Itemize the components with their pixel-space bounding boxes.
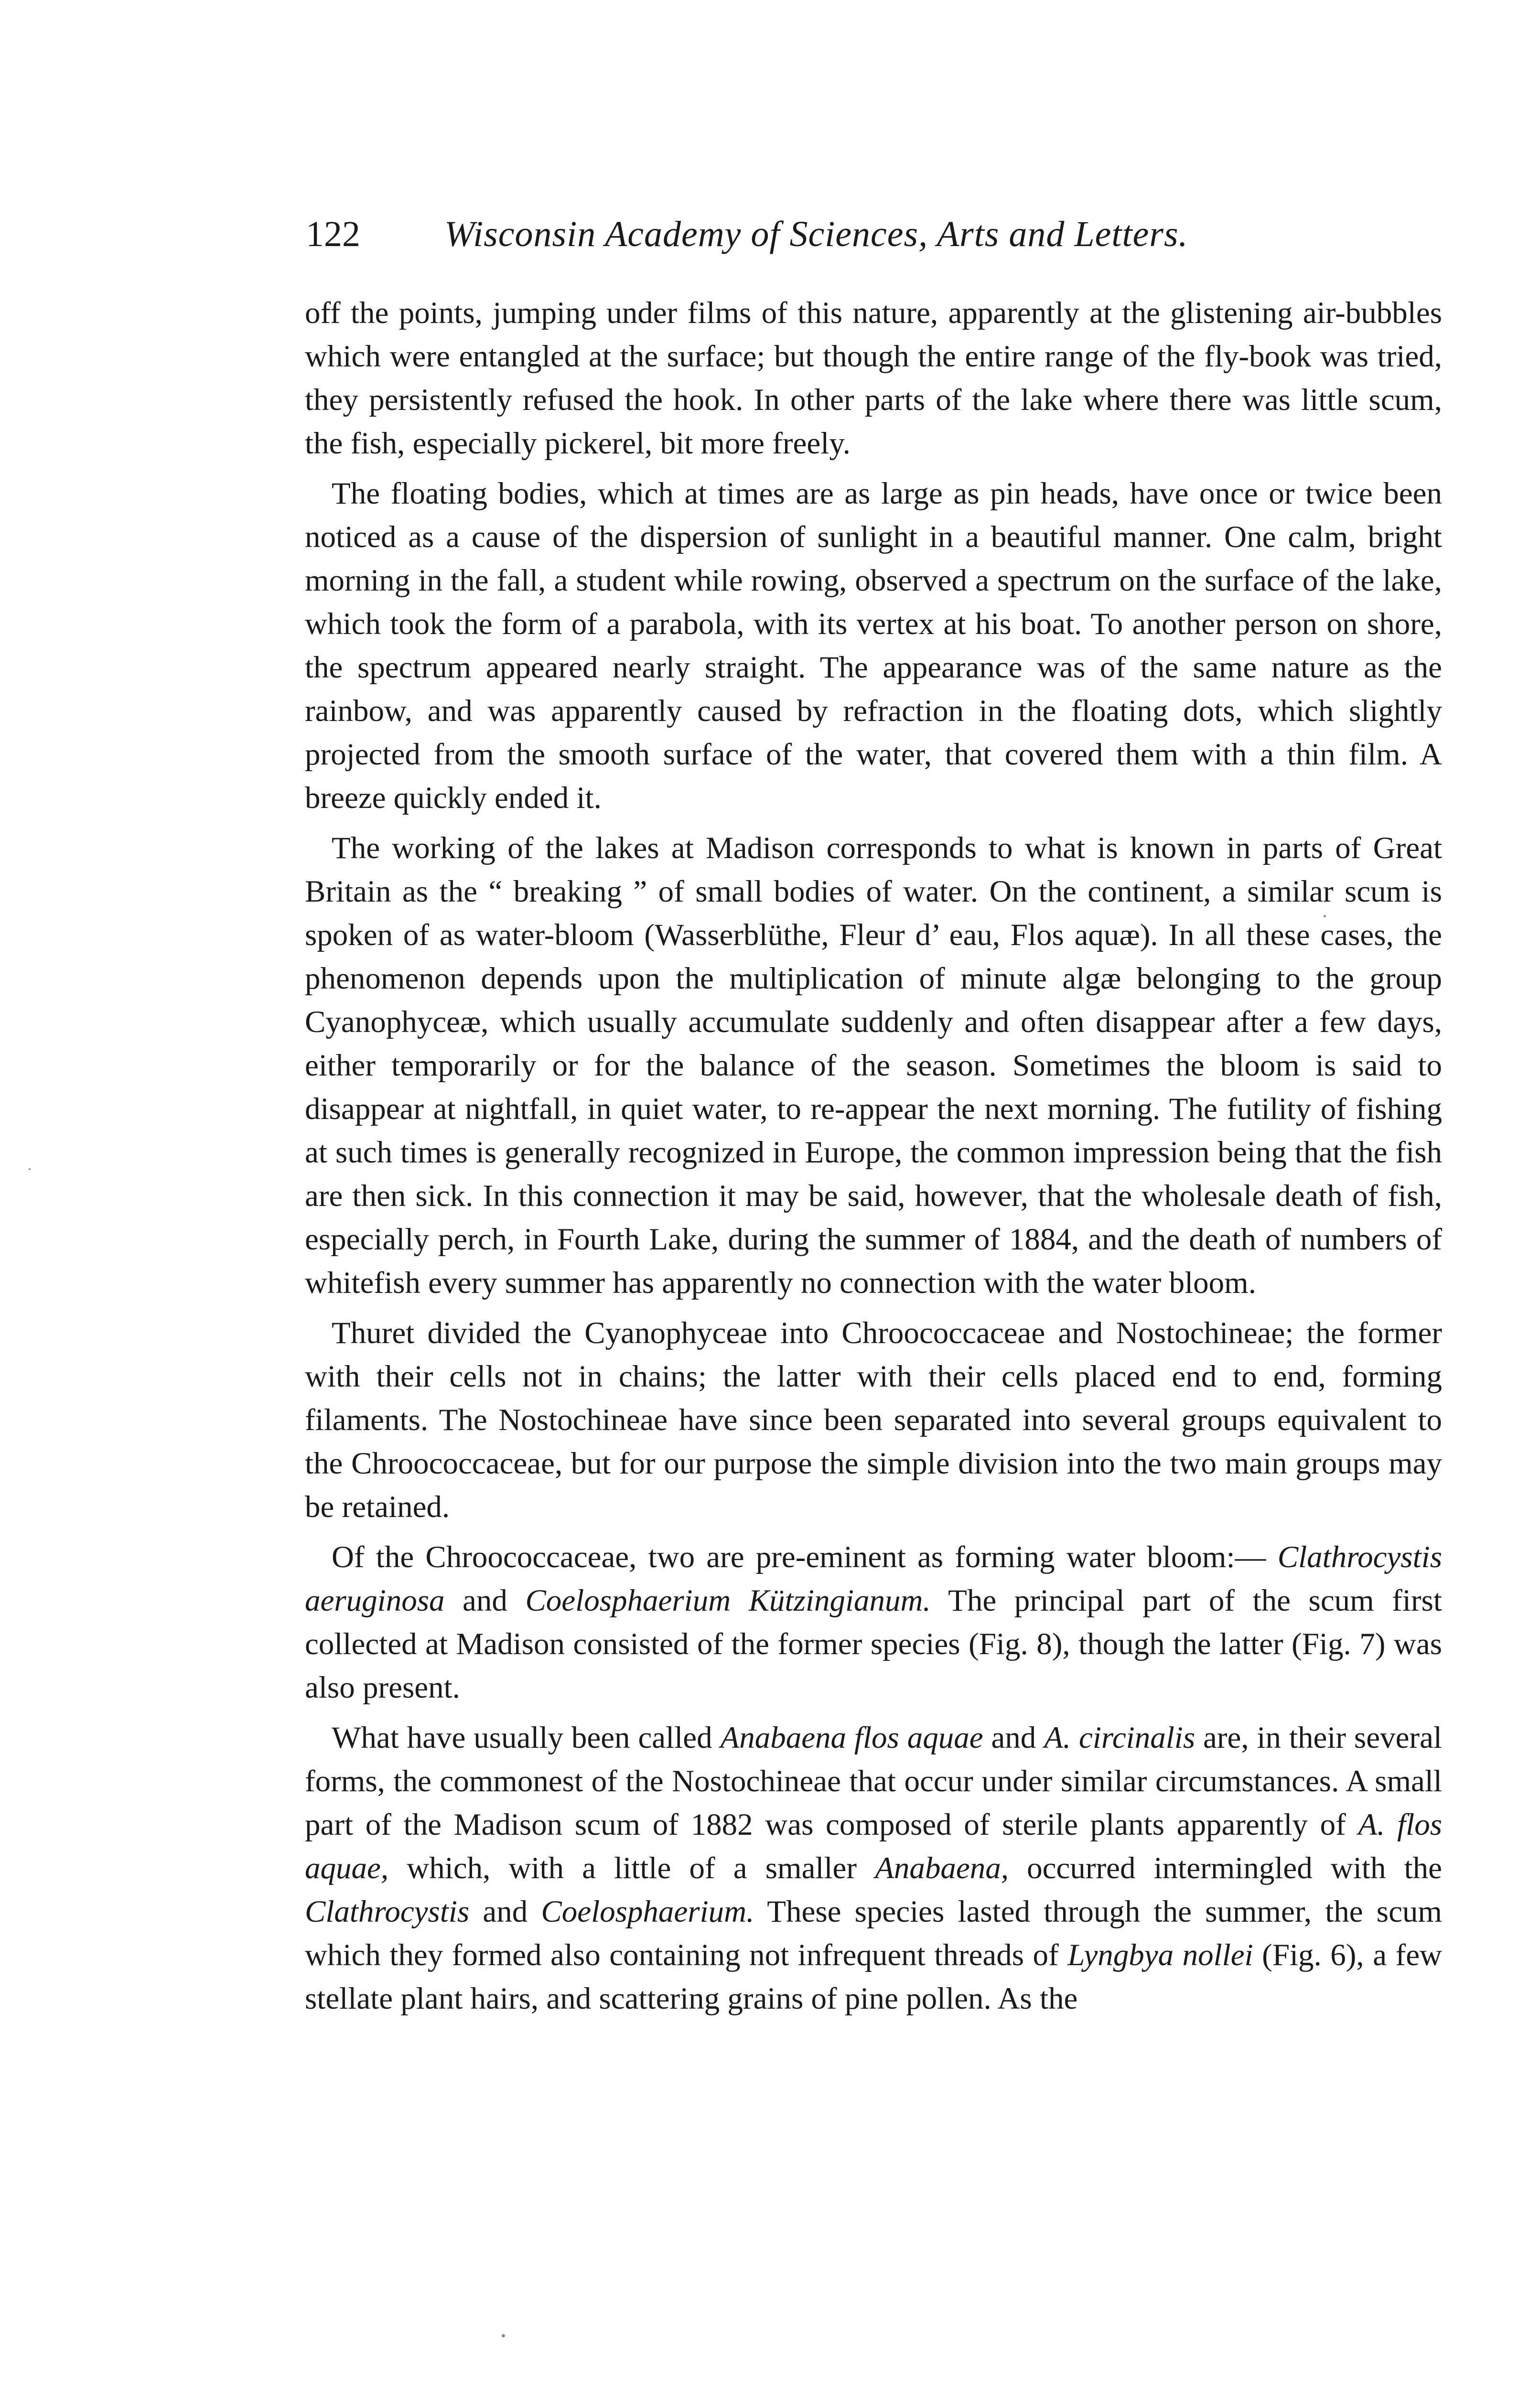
italic-term: Coelosphaerium. bbox=[541, 1894, 754, 1929]
scan-speck bbox=[29, 1168, 31, 1170]
scan-speck bbox=[1324, 915, 1326, 917]
paragraph-1: off the points, jumping under films of this nature, apparently at the glistening air-bubbles which were entangled at the surface; but though the entire range of the fly-book was tried, they persistently refused the hook. In other parts of the lake where there was little scum, the fish, especially pickerel, bit more freely. bbox=[305, 296, 1442, 461]
paragraph-6 bbox=[305, 1716, 1442, 2021]
text-run: Of the Chroococcaceae, two are pre-eminent as forming water bloom:— bbox=[332, 1540, 1278, 1574]
page-number: 122 bbox=[306, 214, 360, 254]
text-run: and bbox=[983, 1721, 1045, 1755]
running-head bbox=[306, 205, 1314, 263]
paragraph-5 bbox=[305, 1536, 1442, 1710]
text-run: (Fig. 6), a few stellate plant hairs, and scattering grains of pine pollen. As the bbox=[305, 1938, 1442, 2016]
italic-term: Anabaena flos aquae bbox=[720, 1721, 983, 1755]
paragraph-4: Thuret divided the Cyanophyceae into Chroococcaceae and Nostochineae; the former with their cells not in chains; the latter with their cells placed end to end, forming filaments. The Nostochineae have since been separated into several groups equivalent to the Chroococcaceae, but for our purpose the simple division into the two main groups may be retained. bbox=[305, 1316, 1442, 1524]
text-run: What have usually been called bbox=[332, 1721, 721, 1755]
italic-term: Lyngbya nollei bbox=[1067, 1938, 1253, 1972]
paragraph-2: The floating bodies, which at times are as large as pin heads, have once or twice been noticed as a cause of the dispersion of sunlight in a beautiful manner. One calm, bright morning in the fall, a student while rowing, observed a spectrum on the surface of the lake, which took the form of a parabola, with its vertex at his boat. To another person on shore, the spectrum appeared nearly straight. The appearance was of the same nature as the rainbow, and was apparently caused by refraction in the floating dots, which slightly projected from the smooth surface of the water, that covered them with a thin film. A breeze quickly ended it. bbox=[305, 476, 1442, 815]
italic-term: A. flos aquae, bbox=[305, 1808, 1442, 1885]
journal-title: Wisconsin Academy of Sciences, Arts and Letters. bbox=[444, 214, 1188, 254]
text-run: The principal part of the scum first collected at Madison consisted of the former species (Fig. 8), though the latter (Fig. 7) was also present. bbox=[305, 1583, 1442, 1705]
paragraph-3: The working of the lakes at Madison corresponds to what is known in parts of Great Britain as the “ breaking ” of small bodies of water. On the continent, a similar scum is spoken of as water-bloom (Wasserblüthe, Fleur d’ eau, Flos aquæ). In all these cases, the phenomenon depends upon the multiplication of minute algæ belonging to the group Cyanophyceæ, which usually accumulate suddenly and often disappear after a few days, either temporarily or for the balance of the season. Sometimes the bloom is said to disappear at nightfall, in quiet water, to re-appear the next morning. The futility of fishing at such times is generally recognized in Europe, the common impression being that the fish are then sick. In this connection it may be said, however, that the wholesale death of fish, especially perch, in Fourth Lake, during the summer of 1884, and the death of numbers of whitefish every summer has apparently no connection with the water bloom. bbox=[305, 831, 1442, 1300]
italic-term: A. circinalis bbox=[1044, 1721, 1195, 1755]
text-run: and bbox=[444, 1583, 526, 1618]
text-run: and bbox=[469, 1894, 541, 1929]
body-text bbox=[305, 291, 1442, 2027]
text-run: which, with a little of a smaller bbox=[388, 1851, 875, 1885]
italic-term: Clathrocystis bbox=[305, 1894, 470, 1929]
text-run: are, in their several forms, the commonest of the Nostochineae that occur under similar circumstances. A small part of the Madison scum of 1882 was composed of sterile plants apparently of bbox=[305, 1721, 1442, 1842]
text-run: occurred intermingled with the bbox=[1009, 1851, 1443, 1885]
italic-term: Clathrocystis aeruginosa bbox=[305, 1540, 1442, 1618]
italic-term: Coelosphaerium Kützingianum. bbox=[525, 1583, 931, 1618]
text-run: These species lasted through the summer, the scum which they formed also containing not infrequent threads of bbox=[305, 1894, 1442, 1972]
italic-term: Anabaena, bbox=[875, 1851, 1009, 1885]
scan-speck bbox=[502, 2334, 505, 2337]
